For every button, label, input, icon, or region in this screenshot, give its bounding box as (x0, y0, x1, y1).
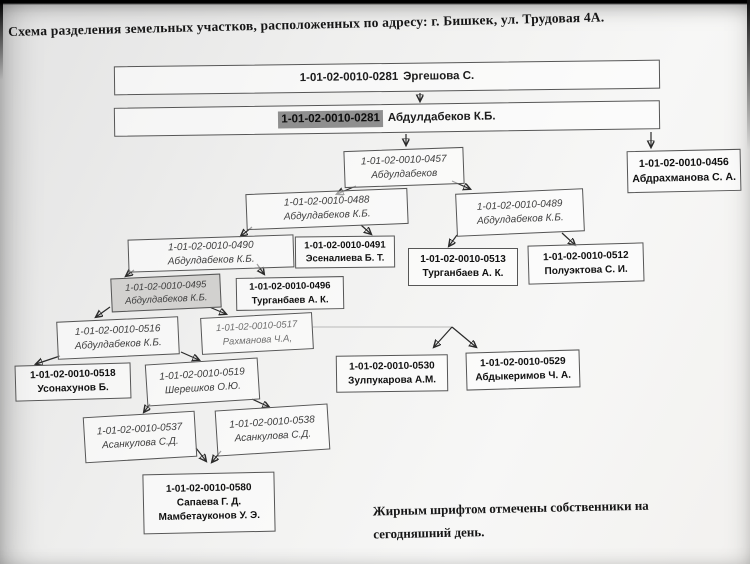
parcel-owner: Сапаева Г. Д. (176, 496, 242, 509)
parcel-node-0496 (236, 276, 345, 311)
edge-0489-0513 (449, 235, 457, 246)
edge-0517-0529 (452, 327, 476, 347)
parcel-owner: Абдулдабеков К.Б. (167, 253, 255, 267)
parcel-code: 1-01-02-0010-0488 (283, 194, 370, 209)
parcel-node-0495 (110, 274, 221, 313)
parcel-owner: Абдулдабеков (371, 167, 438, 181)
photo-edge-top (0, 0, 750, 5)
parcel-owner: Абдулдабеков К.Б. (387, 110, 496, 125)
edge-0489-0512 (562, 233, 575, 245)
parcel-node-0538 (215, 403, 331, 456)
parcel-node-0488 (245, 188, 408, 230)
parcel-code: 1-01-02-0010-0512 (542, 249, 629, 263)
parcel-node-0518 (15, 362, 132, 401)
parcel-owner: Турганбаев А. К. (422, 268, 504, 279)
parcel-owner: Абдыкеримов Ч. А. (475, 369, 572, 384)
parcel-owner: Абдулдабеков К.Б. (74, 337, 162, 352)
parcel-node-0516 (56, 316, 180, 359)
parcel-code: 1-01-02-0010-0517 (215, 319, 298, 335)
parcel-code: 1-01-02-0010-0457 (360, 153, 447, 167)
parcel-node-0281-abduldabekov (114, 100, 660, 137)
parcel-node-0491 (295, 235, 395, 268)
parcel-node-0513 (408, 248, 518, 286)
edge-0488-0491 (361, 225, 371, 234)
parcel-owner: Турганбаев А. К. (251, 293, 329, 307)
parcel-code: 1-01-02-0010-0490 (167, 239, 254, 253)
parcel-owner: Эсеналиева Б. Т. (305, 252, 385, 265)
parcel-node-0489 (455, 188, 585, 237)
parcel-node-0512 (527, 242, 644, 284)
parcel-code: 1-01-02-0010-0538 (228, 414, 316, 431)
parcel-code: 1-01-02-0010-0518 (29, 367, 116, 382)
parcel-code: 1-01-02-0010-0491 (304, 239, 386, 252)
parcel-owner-2: Мамбетауконов У. Э. (158, 509, 261, 524)
parcel-node-0457 (343, 147, 464, 188)
edge-0517-0530 (434, 327, 452, 347)
parcel-owner: Эргешова С. (403, 70, 475, 84)
parcel-code: 1-01-02-0010-0456 (638, 156, 729, 171)
parcel-node-0519 (145, 357, 260, 406)
parcel-code: 1-01-02-0010-0529 (479, 355, 566, 370)
parcel-code: 1-01-02-0010-0537 (96, 421, 183, 438)
page-title: Схема разделения земельных участков, расположенных по адресу: г. Бишкек, ул. Трудовая 4А. (8, 9, 605, 39)
parcel-node-0517 (200, 312, 314, 355)
parcel-code: 1-01-02-0010-0495 (124, 278, 207, 294)
parcel-owner: Абдулдабеков К.Б. (283, 208, 371, 223)
parcel-code: 1-01-02-0010-0489 (476, 197, 563, 213)
edge-0516-0518 (36, 356, 60, 364)
parcel-code: 1-01-02-0010-0519 (158, 366, 246, 383)
parcel-owner: Полуэктова С. И. (544, 263, 628, 277)
parcel-node-0490 (128, 234, 295, 272)
parcel-node-0580 (142, 472, 275, 535)
edge-0519-0538 (252, 399, 269, 407)
parcel-owner: Усонахунов Б. (37, 382, 109, 395)
parcel-code: 1-01-02-0010-0496 (249, 280, 331, 293)
parcel-owner: Абдулдабеков К.Б. (124, 292, 208, 307)
parcel-node-0529 (465, 349, 580, 390)
parcel-code: 1-01-02-0010-0281 (299, 71, 399, 85)
parcel-node-0456 (627, 149, 742, 193)
parcel-code: 1-01-02-0010-0516 (74, 323, 161, 338)
parcel-owner: Абдрахманова С. А. (632, 170, 737, 186)
parcel-code: 1-01-02-0010-0530 (349, 359, 435, 373)
parcel-owner: Зулпукарова А.М. (348, 373, 437, 387)
edge-0516-0519 (181, 352, 199, 360)
parcel-code: 1-01-02-0010-0513 (420, 254, 506, 265)
parcel-node-0530 (336, 354, 449, 393)
parcel-owner: Абдулдабеков К.Б. (476, 211, 564, 227)
parcel-owner: Асанкулова С.Д. (234, 428, 312, 445)
parcel-code: 1-01-02-0010-0580 (165, 482, 252, 495)
edge-0495-0516 (96, 307, 110, 317)
legend-note: Жирным шрифтом отмечены собственники на сегодняшний день. (372, 497, 649, 542)
parcel-owner: Шерешков О.Ю. (164, 380, 242, 397)
parcel-owner: Рахманова Ч.А, (222, 332, 293, 348)
parcel-owner: Асанкулова С.Д. (101, 435, 179, 452)
parcel-node-0281-ergeshova (114, 60, 660, 96)
parcel-code-highlighted: 1-01-02-0010-0281 (278, 111, 383, 129)
parcel-node-0537 (83, 411, 198, 464)
edge-0537-0580 (196, 448, 206, 461)
photo-edge-left (0, 0, 3, 80)
